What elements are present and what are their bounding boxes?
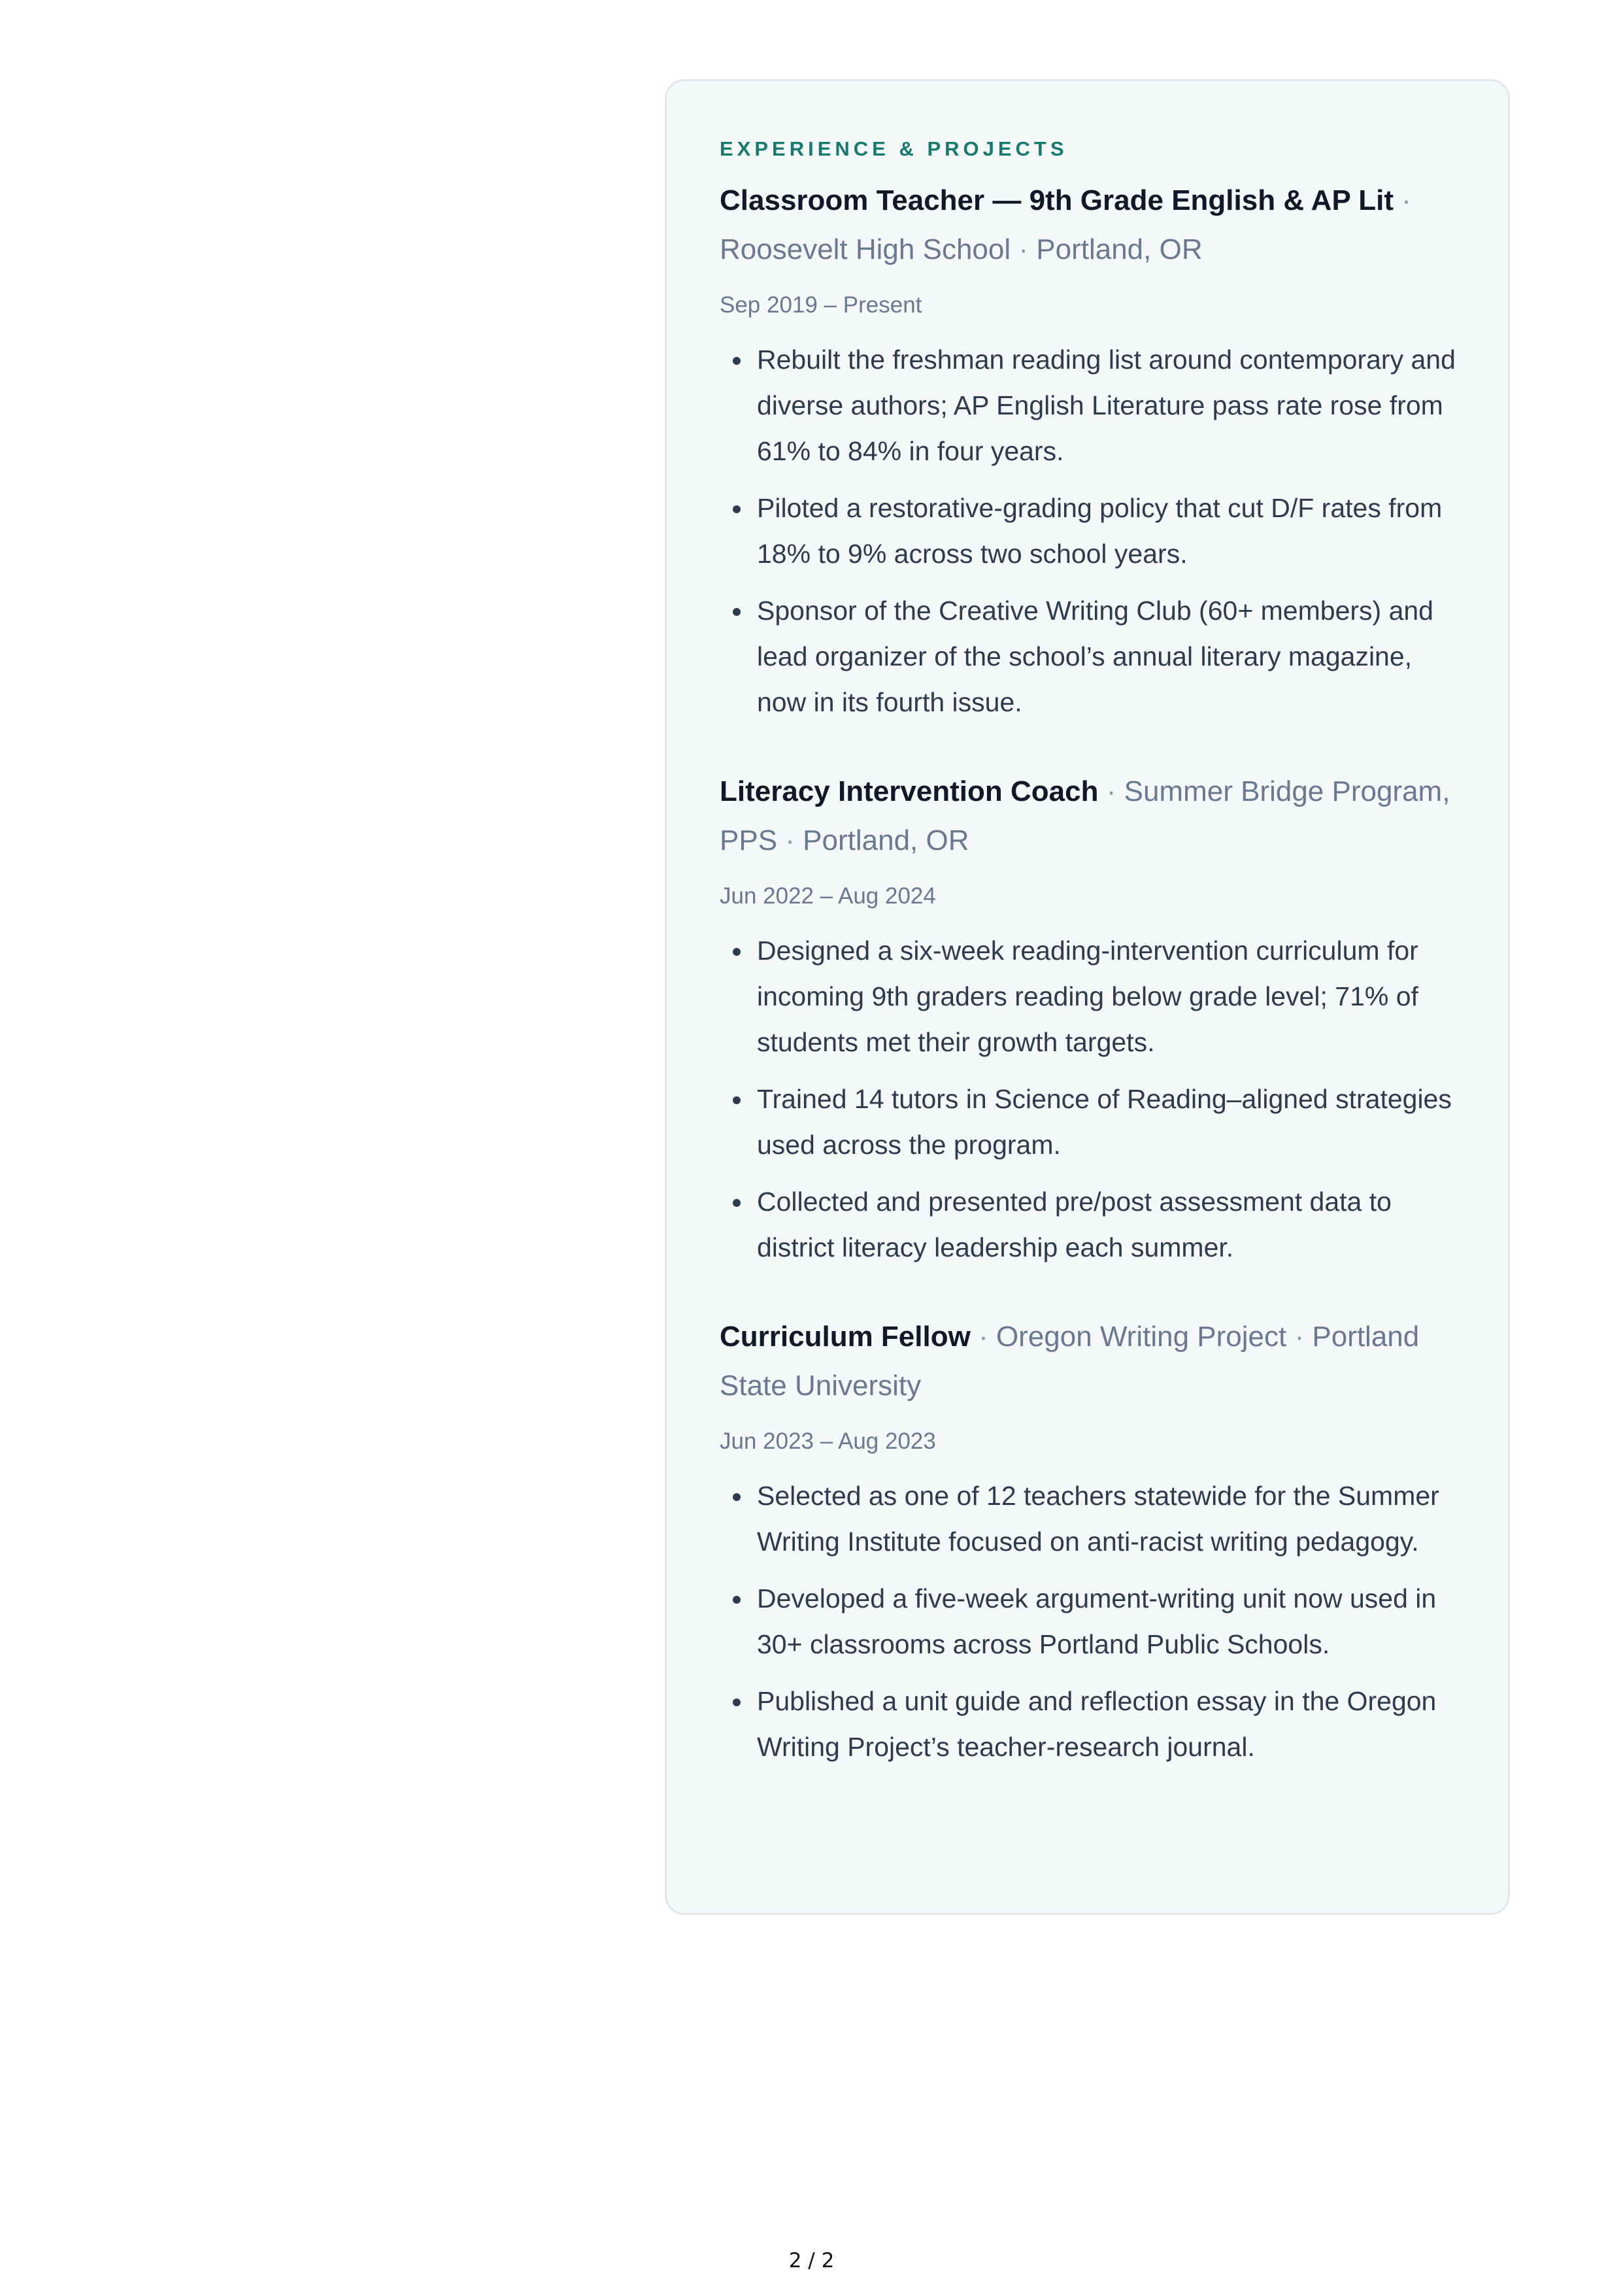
entry-role: Classroom Teacher — 9th Grade English & AP Lit (720, 184, 1394, 216)
entry-heading (720, 176, 1457, 274)
bullet-item: Sponsor of the Creative Writing Club (60+ members) and lead organizer of the school’s annual literary magazine, now in its fourth issue. (757, 588, 1457, 725)
entry-bullets (720, 1473, 1457, 1770)
entry-location: Portland State University (720, 1321, 1420, 1402)
entry-organization: Summer Bridge Program, PPS (720, 775, 1450, 856)
entry-organization: Roosevelt High School (720, 233, 1011, 265)
separator: · (1106, 775, 1116, 807)
experience-entry (720, 1312, 1457, 1770)
separator: · (979, 1321, 988, 1353)
entry-location: Portland, OR (1036, 233, 1203, 265)
section-title: EXPERIENCE & PROJECTS (720, 137, 1068, 160)
separator: · (1018, 233, 1029, 265)
bullet-item: Trained 14 tutors in Science of Reading–aligned strategies used across the program. (757, 1076, 1457, 1168)
entry-bullets (720, 337, 1457, 725)
page-indicator: 2 / 2 (788, 2249, 835, 2272)
entry-heading (720, 767, 1457, 865)
experience-card (665, 79, 1510, 1915)
entry-bullets (720, 928, 1457, 1270)
bullet-item: Developed a five-week argument-writing unit now used in 30+ classrooms across Portland Public Schools. (757, 1576, 1457, 1667)
entry-role: Literacy Intervention Coach (720, 775, 1099, 807)
bullet-item: Rebuilt the freshman reading list around contemporary and diverse authors; AP English Literature pass rate rose from 61% to 84% in four years. (757, 337, 1457, 474)
entry-role: Curriculum Fellow (720, 1321, 971, 1353)
bullet-item: Collected and presented pre/post assessment data to district literacy leadership each summer. (757, 1179, 1457, 1270)
entry-organization: Oregon Writing Project (996, 1321, 1287, 1353)
bullet-item: Published a unit guide and reflection essay in the Oregon Writing Project’s teacher-research journal. (757, 1678, 1457, 1770)
entry-dates: Sep 2019 – Present (720, 292, 922, 318)
separator: · (1401, 184, 1411, 216)
bullet-item: Piloted a restorative-grading policy that cut D/F rates from 18% to 9% across two school years. (757, 485, 1457, 577)
experience-entry (720, 767, 1457, 1270)
entry-dates: Jun 2023 – Aug 2023 (720, 1428, 936, 1454)
entry-dates: Jun 2022 – Aug 2024 (720, 883, 936, 909)
entry-heading (720, 1312, 1457, 1410)
bullet-item: Designed a six-week reading-intervention curriculum for incoming 9th graders reading below grade level; 71% of students met their growth targets. (757, 928, 1457, 1065)
experience-entry (720, 176, 1457, 725)
separator: · (1294, 1321, 1305, 1353)
separator: · (785, 824, 795, 856)
bullet-item: Selected as one of 12 teachers statewide for the Summer Writing Institute focused on anti-racist writing pedagogy. (757, 1473, 1457, 1564)
entry-location: Portland, OR (803, 824, 969, 856)
